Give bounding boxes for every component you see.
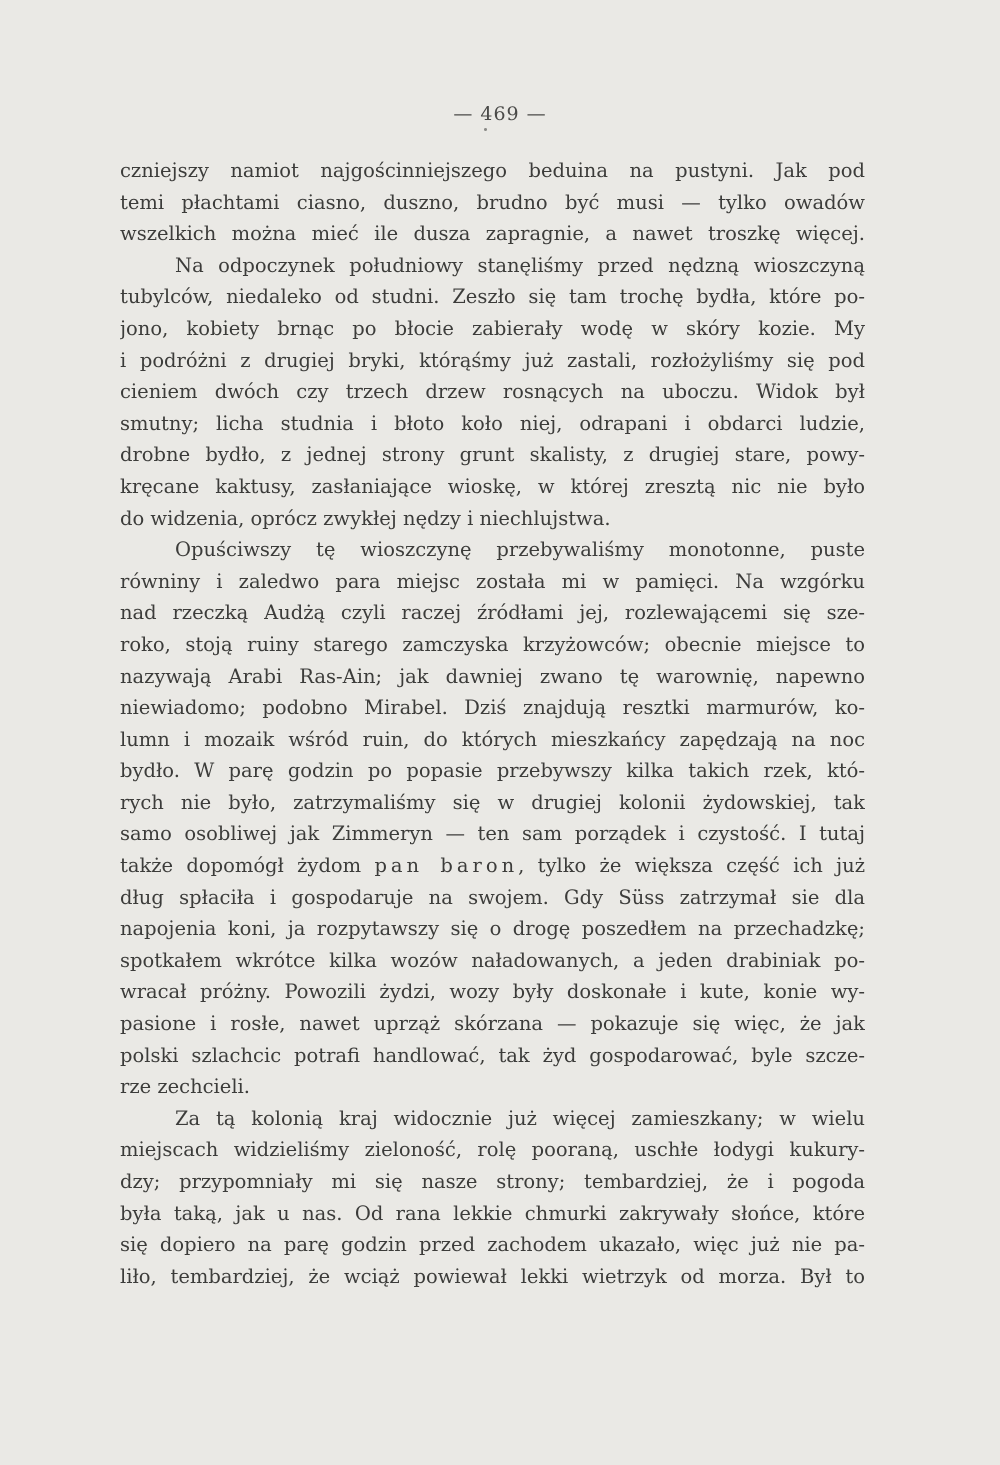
text-line: do widzenia, oprócz zwykłej nędzy i niechlujstwa.	[120, 506, 611, 530]
text-line: kręcane kaktusy, zasłaniające wioskę, w której zresztą nic nie było	[120, 474, 865, 498]
text-line: czniejszy namiot najgościnniejszego beduina na pustyni. Jak pod	[120, 159, 865, 182]
text-line: była taką, jak u nas. Od rana lekkie chmurki zakrywały słońce, które	[120, 1201, 865, 1225]
line-start: także dopomógł żydom	[120, 854, 362, 878]
print-speck	[484, 128, 487, 131]
text-line: roko, stoją ruiny starego zamczyska krzyżowców; obecnie miejsce to	[120, 632, 865, 656]
text-line: cieniem dwóch czy trzech drzew rosnących na uboczu. Widok był	[120, 380, 865, 404]
text-line: napojenia koni, ja rozpytawszy się o drogę poszedłem na przechadzkę;	[120, 917, 865, 941]
text-line: się dopiero na parę godzin przed zachodem ukazało, więc już nie pa-	[120, 1233, 865, 1257]
text-line: rze zechcieli.	[120, 1075, 250, 1099]
text-line: Na odpoczynek południowy stanęliśmy przed nędzną wioszczyną	[175, 253, 865, 277]
text-line: bydło. W parę godzin po popasie przebywszy kilka takich rzek, któ-	[120, 759, 865, 783]
text-line: nad rzeczką Audżą czyli raczej źródłami jej, rozlewającemi się sze-	[120, 601, 865, 625]
page-number: — 469 —	[453, 103, 547, 125]
text-line: Za tą kolonią kraj widocznie już więcej zamieszkany; w wielu	[175, 1106, 865, 1130]
text-line: i podróżni z drugiej bryki, którąśmy już zastali, rozłożyliśmy się pod	[120, 348, 865, 372]
text-line: wszelkich można mieć ile dusza zapragnie, a nawet troszkę więcej.	[120, 222, 865, 246]
spaced-phrase: pan baron	[374, 854, 519, 878]
text-line: wracał próżny. Powozili żydzi, wozy były doskonałe i kute, konie wy-	[120, 980, 865, 1004]
text-line: liło, tembardziej, że wciąż powiewał lekki wietrzyk od morza. Był to	[120, 1264, 865, 1288]
text-line: pasione i rosłe, nawet uprząż skórzana — pokazuje się więc, że jak	[120, 1012, 865, 1036]
text-line: równiny i zaledwo para miejsc została mi w pamięci. Na wzgórku	[120, 569, 865, 593]
text-line: smutny; licha studnia i błoto koło niej, odrapani i obdarci ludzie,	[120, 411, 865, 435]
text-line: dzy; przypomniały mi się nasze strony; tembardziej, że i pogoda	[120, 1170, 865, 1193]
text-line: spotkałem wkrótce kilka wozów naładowanych, a jeden drabiniak po-	[120, 948, 865, 972]
text-line: dług spłaciła i gospodaruje na swojem. Gdy Süss zatrzymał sie dla	[120, 885, 865, 909]
text-line: temi płachtami ciasno, duszno, brudno być musi — tylko owadów	[120, 190, 865, 214]
text-line: nazywają Arabi Ras-Ain; jak dawniej zwano tę warownię, napewno	[120, 664, 865, 688]
text-line: rych nie było, zatrzymaliśmy się w drugiej kolonii żydowskiej, tak	[120, 790, 865, 814]
text-line: miejscach widzieliśmy zieloność, rolę pooraną, uschłe łodygi kukury-	[120, 1138, 865, 1162]
line-end: , tylko że większa część ich już	[518, 854, 865, 878]
text-line: Opuściwszy tę wioszczynę przebywaliśmy monotonne, puste	[175, 538, 865, 562]
text-line: niewiadomo; podobno Mirabel. Dziś znajdują resztki marmurów, ko-	[120, 696, 865, 720]
text-line: jono, kobiety brnąc po błocie zabierały wodę w skóry kozie. My	[120, 316, 865, 340]
text-line: samo osobliwej jak Zimmeryn — ten sam porządek i czystość. I tutaj	[120, 822, 865, 846]
body-text	[120, 155, 865, 1292]
text-line: lumn i mozaik wśród ruin, do których mieszkańcy zapędzają na noc	[120, 727, 865, 751]
text-line: polski szlachcic potrafi handlować, tak żyd gospodarować, byle szcze-	[120, 1043, 865, 1067]
text-line: tubylców, niedaleko od studni. Zeszło się tam trochę bydła, które po-	[120, 285, 865, 309]
text-line-with-spaced-phrase	[120, 850, 865, 882]
text-line: drobne bydło, z jednej strony grunt skalisty, z drugiej stare, powy-	[120, 443, 865, 467]
